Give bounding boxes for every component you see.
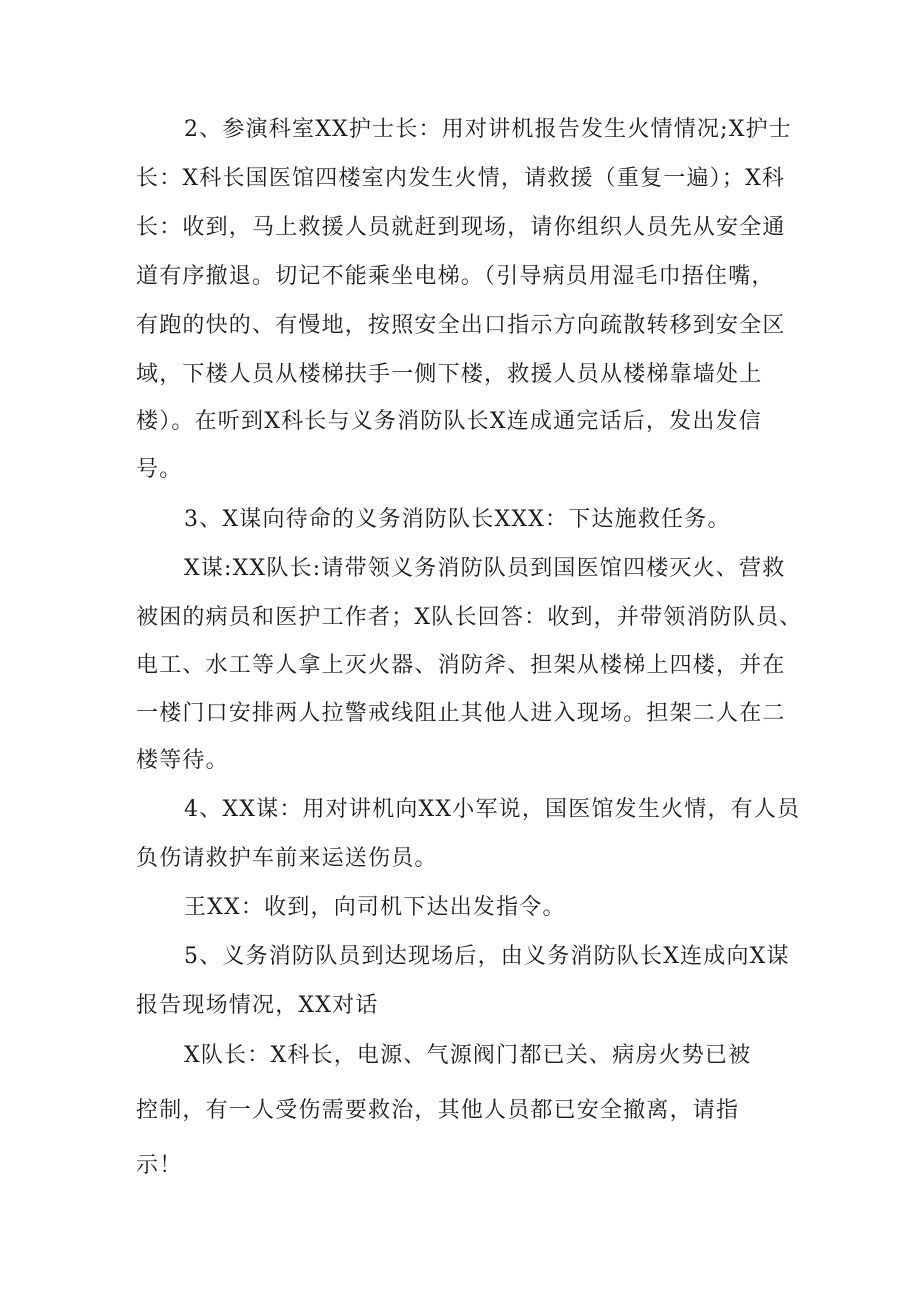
text-line: 4、XX谋：用对讲机向XX小军说，国医馆发生火情，有人员 [184,797,801,822]
text-line: 道有序撤退。切记不能乘坐电梯。（引导病员用湿毛巾捂住嘴， [136,264,775,289]
text-line: 长：X科长国医馆四楼室内发生火情，请救援（重复一遍）；X科 [136,166,786,191]
text-line: 示！ [136,1153,183,1178]
text-line: 电工、水工等人拿上灭火器、消防斧、担架从楼梯上四楼，并在 [136,653,786,678]
text-line: X谋:XX队长:请带领义务消防队员到国医馆四楼灭火、营救 [184,556,786,581]
text-line: 被困的病员和医护工作者；X队长回答：收到，并带领消防队员、 [136,605,803,630]
text-line: 号。 [136,457,183,482]
text-line: 报告现场情况，XX对话 [136,993,379,1018]
text-line: 2、参演科室XX护士长：用对讲机报告发生火情情况;X护士 [184,117,792,142]
text-line: 楼）。在听到X科长与义务消防队长X连成通完话后，发出发信 [136,409,762,434]
text-line: 域，下楼人员从楼梯扶手一侧下楼，救援人员从楼梯靠墙处上 [136,362,763,387]
text-line: 一楼门口安排两人拉警戒线阻止其他人进入现场。担架二人在二 [136,701,786,726]
text-line: 楼等待。 [136,748,229,773]
text-line: 负伤请救护车前来运送伤员。 [136,846,438,871]
text-line: 3、X谋向待命的义务消防队长XXX：下达施救任务。 [184,507,731,532]
text-line: 长：收到，马上救援人员就赶到现场，请你组织人员先从安全通 [136,215,786,240]
text-line: 控制，有一人受伤需要救治，其他人员都已安全撤离，请指 [136,1098,740,1123]
text-line: 王XX：收到，向司机下达出发指令。 [184,895,566,920]
text-line: X队长：X科长，电源、气源阀门都已关、病房火势已被 [184,1043,752,1068]
text-line: 5、义务消防队员到达现场后，由义务消防队长X连成向X谋 [184,944,790,969]
text-line: 有跑的快的、有慢地，按照安全出口指示方向疏散转移到安全区 [136,313,786,338]
